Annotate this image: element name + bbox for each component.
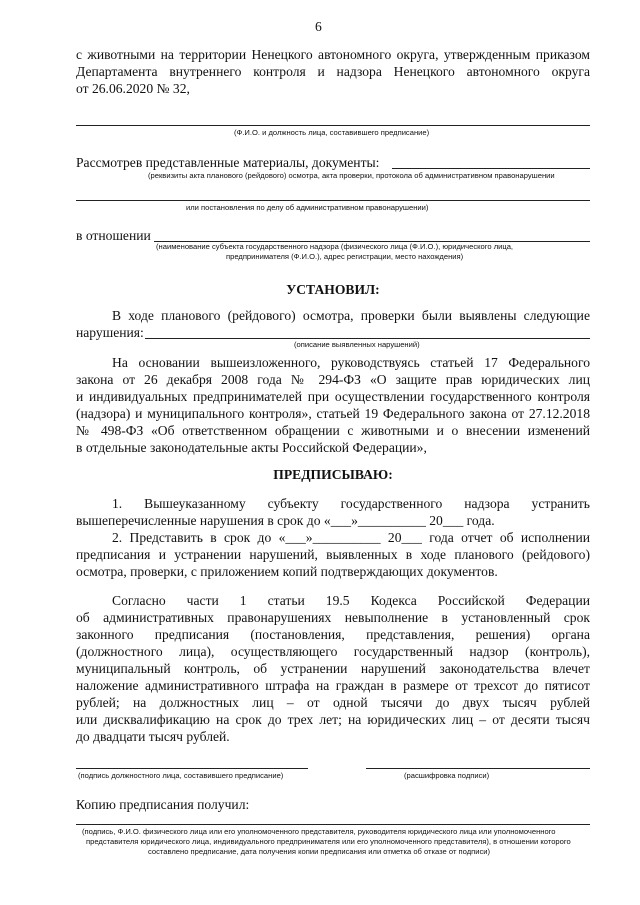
order-item2-line-1: 2. Представить в срок до «___»__________ 20___ года отчет об исполнении bbox=[112, 530, 590, 545]
basis-line-3: и индивидуальных предпринимателей при осуществлении государственного контроля bbox=[76, 389, 590, 404]
basis-line-1: На основании вышеизложенного, руководствуясь статьей 17 Федерального bbox=[112, 355, 590, 370]
liability-line-8: или дисквалификацию на срок до трех лет; на юридических лиц – от десяти тысяч bbox=[76, 712, 590, 727]
receiver-caption-3: составлено предписание, дата получения копии предписания или отметка об отказе от подписи) bbox=[148, 847, 491, 856]
liability-line-2: об административных правонарушениях невыполнение в установленный срок bbox=[76, 610, 590, 625]
intro-line-1: с животными на территории Ненецкого автономного округа, утвержденным приказом bbox=[76, 47, 590, 62]
basis-line-5: № 498-ФЗ «Об ответственном обращении с животными и о внесении изменений bbox=[76, 423, 590, 438]
liability-line-1: Согласно части 1 статьи 19.5 Кодекса Российской Федерации bbox=[112, 593, 590, 608]
signature-decode-line[interactable] bbox=[366, 768, 590, 769]
heading-order: ПРЕДПИСЫВАЮ: bbox=[273, 467, 393, 482]
receiver-caption-1: (подпись, Ф.И.О. физического лица или его уполномоченного представителя, руководителя юридического лица или уполномоченного bbox=[82, 827, 556, 836]
basis-line-4: (надзора) и муниципального контроля», статьей 19 Федерального закона от 27.12.2018 bbox=[76, 406, 590, 421]
liability-line-7: рублей; на должностных лиц – от одной тысячи до двух тысяч рублей bbox=[76, 695, 590, 710]
author-line[interactable] bbox=[76, 125, 590, 126]
intro-line-3: от 26.06.2020 № 32, bbox=[76, 81, 190, 96]
materials-line-1[interactable] bbox=[392, 168, 590, 169]
materials-caption-a: (реквизиты акта планового (рейдового) осмотра, акта проверки, протокола об административном правонарушении bbox=[148, 171, 555, 180]
signature-decode-caption: (расшифровка подписи) bbox=[404, 771, 490, 780]
basis-line-2: закона от 26 декабря 2008 года № 294-ФЗ «О защите прав юридических лиц bbox=[76, 372, 590, 387]
basis-line-6: в отдельные законодательные акты Российской Федерации», bbox=[76, 440, 427, 455]
liability-line-3: законного предписания (постановления, представления, решения) органа bbox=[76, 627, 590, 642]
receiver-line[interactable] bbox=[76, 824, 590, 825]
regarding-label: в отношении bbox=[76, 228, 151, 243]
materials-caption-b: или постановления по делу об административном правонарушении) bbox=[186, 203, 429, 212]
liability-line-6: наложение административного штрафа на граждан в размере от трехсот до пятисот bbox=[76, 678, 590, 693]
subject-caption-b: предпринимателя (Ф.И.О.), адрес регистрации, место нахождения) bbox=[226, 252, 464, 261]
order-item1-line-1: 1. Вышеуказанному субъекту государственного надзора устранить bbox=[112, 496, 590, 511]
order-item1-line-2: вышеперечисленные нарушения в срок до «___»__________ 20___ года. bbox=[76, 513, 495, 528]
signature-caption: (подпись должностного лица, составившего предписание) bbox=[78, 771, 284, 780]
signature-line[interactable] bbox=[76, 768, 308, 769]
page-number: 6 bbox=[315, 19, 322, 34]
author-caption: (Ф.И.О. и должность лица, составившего предписание) bbox=[234, 128, 430, 137]
found-line-2: нарушения: bbox=[76, 325, 144, 340]
materials-line-2[interactable] bbox=[76, 200, 590, 201]
copy-received-label: Копию предписания получил: bbox=[76, 797, 250, 812]
found-line-1: В ходе планового (рейдового) осмотра, проверки были выявлены следующие bbox=[112, 308, 590, 323]
reviewed-label: Рассмотрев представленные материалы, документы: bbox=[76, 155, 380, 170]
liability-line-5: муниципальный контроль, об устранении нарушений законодательства влечет bbox=[76, 661, 590, 676]
intro-line-2: Департамента внутреннего контроля и надзора Ненецкого автономного округа bbox=[76, 64, 590, 79]
subject-caption-a: (наименование субъекта государственного надзора (физического лица (Ф.И.О.), юридического лица, bbox=[156, 242, 514, 251]
violations-line[interactable] bbox=[145, 338, 590, 339]
heading-established: УСТАНОВИЛ: bbox=[286, 282, 380, 297]
liability-line-9: до двадцати тысяч рублей. bbox=[76, 729, 230, 744]
order-item2-line-3: осмотра, проверки, с приложением копий подтверждающих документов. bbox=[76, 564, 498, 579]
violations-caption: (описание выявленных нарушений) bbox=[294, 340, 420, 349]
order-item2-line-2: предписания и устранении нарушений, выявленных в ходе планового (рейдового) bbox=[76, 547, 590, 562]
receiver-caption-2: представителя юридического лица, индивидуального предпринимателя или его уполномоченного представителя), в отношении которого bbox=[86, 837, 571, 846]
liability-line-4: (должностного лица), осуществляющего государственный надзор (контроль), bbox=[76, 644, 590, 659]
